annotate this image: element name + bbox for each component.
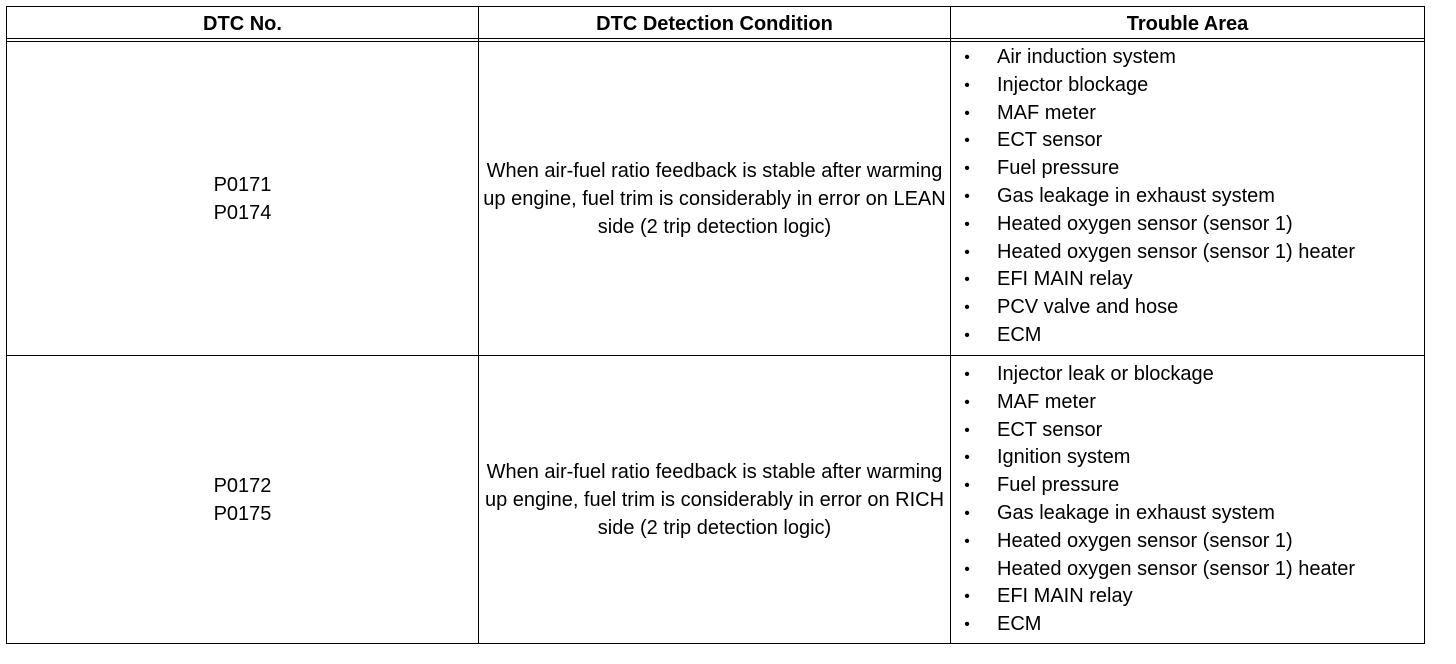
trouble-area-cell [951, 356, 1425, 644]
list-item [951, 528, 1424, 556]
bullet-icon: • [964, 49, 970, 66]
list-item [951, 294, 1424, 322]
trouble-area-label: Fuel pressure [997, 474, 1120, 497]
list-item [951, 361, 1424, 389]
list-item [951, 583, 1424, 611]
trouble-area-label: EFI MAIN relay [997, 268, 1133, 291]
trouble-area-list [951, 42, 1424, 350]
list-item [951, 472, 1424, 500]
bullet-icon: • [964, 271, 970, 289]
trouble-area-label: MAF meter [997, 101, 1096, 124]
bullet-icon: • [964, 449, 970, 467]
trouble-area-label: ECT sensor [997, 129, 1103, 152]
bullet-icon: • [964, 243, 970, 261]
dtc-code: P0174 [213, 201, 272, 224]
list-item [951, 239, 1424, 267]
bullet-icon: • [964, 477, 970, 495]
list-item [951, 322, 1424, 350]
list-item [951, 417, 1424, 445]
bullet-icon: • [964, 504, 970, 522]
trouble-area-label: PCV valve and hose [997, 296, 1179, 319]
dtc-code: P0175 [213, 502, 272, 525]
list-item [951, 556, 1424, 584]
trouble-area-label: Heated oxygen sensor (sensor 1) heater [997, 240, 1355, 263]
bullet-icon: • [964, 326, 970, 344]
trouble-area-label: Heated oxygen sensor (sensor 1) heater [997, 557, 1355, 580]
header-dtc-no: DTC No. [7, 7, 479, 42]
list-item [951, 389, 1424, 417]
trouble-area-label: Ignition system [997, 446, 1131, 469]
list-item [951, 44, 1424, 72]
trouble-area-label: ECM [997, 323, 1042, 346]
trouble-area-label: Heated oxygen sensor (sensor 1) [997, 529, 1293, 552]
dtc-code: P0171 [213, 173, 272, 196]
bullet-icon: • [964, 560, 970, 578]
header-row [7, 7, 1425, 42]
trouble-area-cell [951, 42, 1425, 356]
list-item [951, 266, 1424, 294]
trouble-area-label: ECT sensor [997, 418, 1103, 441]
list-item [951, 444, 1424, 472]
bullet-icon: • [964, 393, 970, 411]
trouble-area-label: Gas leakage in exhaust system [997, 501, 1275, 524]
trouble-area-label: Heated oxygen sensor (sensor 1) [997, 212, 1293, 235]
bullet-icon: • [964, 421, 970, 439]
bullet-icon: • [964, 366, 970, 383]
list-item [951, 183, 1424, 211]
list-item [951, 155, 1424, 183]
dtc-code: P0172 [213, 474, 272, 497]
list-item [951, 611, 1424, 639]
table-row [7, 42, 1425, 356]
header-detection-condition: DTC Detection Condition [479, 7, 951, 42]
bullet-icon: • [964, 187, 970, 205]
bullet-icon: • [964, 160, 970, 178]
detection-condition-cell: When air-fuel ratio feedback is stable after warming up engine, fuel trim is considerably in error on LEAN side (2 trip detection logic) [479, 42, 951, 356]
bullet-icon: • [964, 588, 970, 606]
list-item [951, 72, 1424, 100]
trouble-area-label: Injector blockage [997, 73, 1149, 96]
list-item [951, 211, 1424, 239]
dtc-codes-cell [7, 356, 479, 644]
trouble-area-label: EFI MAIN relay [997, 585, 1133, 608]
bullet-icon: • [964, 532, 970, 550]
trouble-area-label: Gas leakage in exhaust system [997, 184, 1275, 207]
bullet-icon: • [964, 76, 970, 94]
bullet-icon: • [964, 616, 970, 634]
list-item [951, 500, 1424, 528]
detection-condition-cell: When air-fuel ratio feedback is stable after warming up engine, fuel trim is considerably in error on RICH side (2 trip detection logic) [479, 356, 951, 644]
trouble-area-label: Air induction system [997, 46, 1176, 68]
bullet-icon: • [964, 299, 970, 317]
bullet-icon: • [964, 132, 970, 150]
list-item [951, 100, 1424, 128]
trouble-area-label: ECM [997, 613, 1042, 636]
trouble-area-label: Fuel pressure [997, 157, 1120, 180]
table-row [7, 356, 1425, 644]
trouble-area-list [951, 356, 1424, 639]
bullet-icon: • [964, 215, 970, 233]
trouble-area-label: Injector leak or blockage [997, 363, 1214, 385]
dtc-table [6, 6, 1425, 644]
header-trouble-area: Trouble Area [951, 7, 1425, 42]
trouble-area-label: MAF meter [997, 390, 1096, 413]
bullet-icon: • [964, 104, 970, 122]
list-item [951, 127, 1424, 155]
dtc-codes-cell [7, 42, 479, 356]
